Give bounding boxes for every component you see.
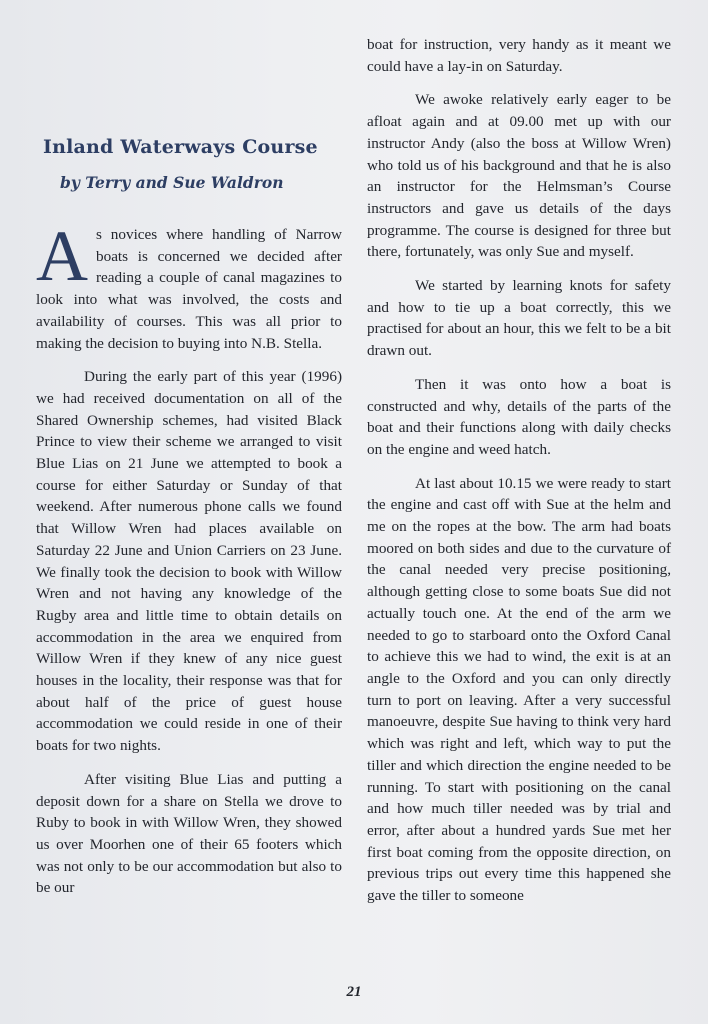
drop-cap: A bbox=[36, 216, 88, 296]
left-paragraph-1 bbox=[36, 216, 342, 354]
left-paragraph-3: After visiting Blue Lias and putting a deposit down for a share on Stella we drove to Ruby to book in with Willow Wren, they showed us over Moorhen one of their 65 footers which was not only to be our accommodation but also to be our bbox=[36, 770, 342, 897]
left-column bbox=[36, 216, 342, 899]
article-byline: by Terry and Sue Waldron bbox=[60, 173, 284, 192]
right-column bbox=[367, 34, 671, 907]
right-paragraph-2: We awoke relatively early eager to be afloat again and at 09.00 met up with our instructor Andy (also the boss at Willow Wren) who told us of his background and that he is also an instructor for the Helmsman’s Course instructors and gave us details of the days programme. The course is designed for three but there, fortunately, was only Sue and myself. bbox=[367, 91, 671, 261]
left-paragraph-2: During the early part of this year (1996) we had received documentation on all of the Shared Ownership schemes, had visited Black Prince to view their scheme we arranged to visit Blue Lias on 21 June we attempted to book a course for either Saturday or Sunday of that weekend. After numerous phone calls we found that Willow Wren had places available on Saturday 22 June and Union Carriers on 23 June. We finally took the decision to book with Willow Wren and not having any knowledge of the Rugby area and little time to obtain details on accommodation in the area we enquired from Willow Wren if they knew of any nice guest houses in the locality, their response was that for about half of the price of guest house accommodation we could reside in one of their boats for two nights. bbox=[36, 368, 342, 755]
article-title: Inland Waterways Course bbox=[43, 136, 318, 158]
right-paragraph-4: Then it was onto how a boat is constructed and why, details of the parts of the boat and their functions along with daily checks on the engine and weed hatch. bbox=[367, 375, 671, 458]
page-number: 21 bbox=[346, 984, 362, 1000]
right-paragraph-1: boat for instruction, very handy as it meant we could have a lay-in on Saturday. bbox=[367, 36, 671, 75]
right-paragraph-5: At last about 10.15 we were ready to start the engine and cast off with Sue at the helm and me on the ropes at the bow. The arm had boats moored on both sides and due to the curvature of the canal needed very precise positioning, although getting close to some boats Sue did not actually touch one. At the end of the arm we needed to go to starboard onto the Oxford Canal to achieve this we had to wind, the exit is at an angle to the Oxford and you can only directly turn to port on leaving. After a very successful manoeuvre, despite Sue having to think very hard which was right and left, which way to put the tiller and which direction the engine needed to be running. To start with positioning on the canal and how much tiller needed was by trial and error, after about a hundred yards Sue met her first boat coming from the opposite direction, on previous trips out every time this happened she gave the tiller to someone bbox=[367, 474, 671, 905]
right-paragraph-3: We started by learning knots for safety and how to tie up a boat correctly, this we practised for about an hour, this we felt to be a bit drawn out. bbox=[367, 277, 671, 360]
left-paragraph-1-text: s novices where handling of Narrow boats is concerned we decided after reading a couple of canal magazines to look into what was involved, the costs and availability of courses. This was all prior to making the decision to buying into N.B. Stella. bbox=[36, 226, 342, 352]
